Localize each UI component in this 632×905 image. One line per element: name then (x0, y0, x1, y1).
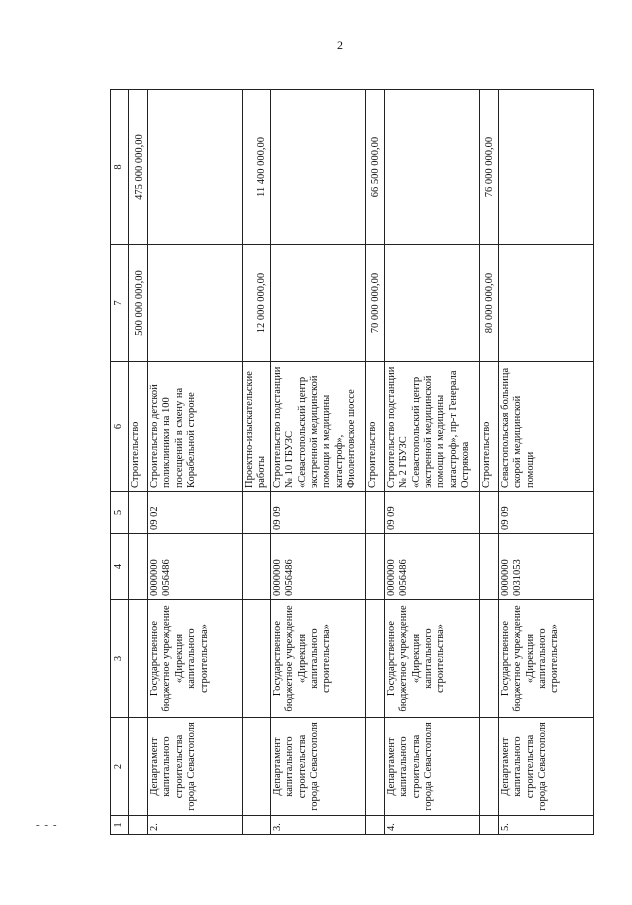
row-number: 5. (498, 816, 593, 835)
table-row (270, 90, 365, 835)
amount-cell-7: 12 000 000,00 (243, 245, 271, 362)
work-type-cell: Строительство (479, 362, 498, 492)
section-cell: 09 09 (384, 492, 479, 534)
code-cell: 0000000 0031053 (498, 534, 593, 600)
table-row (148, 90, 243, 835)
object-cell: Строительство детской поликлиники на 100 посещений в смену на Корабельной стороне (148, 362, 243, 492)
organization-cell: Департамент капитального строительства города Севастополя (498, 718, 593, 816)
institution-cell: Государственное бюджетное учреждение «Дирекция капитального строительства» (148, 600, 243, 718)
work-type-cell: Проектно-изыскательские работы (243, 362, 271, 492)
organization-cell: Департамент капитального строительства города Севастополя (148, 718, 243, 816)
object-cell: Севастопольская больница скорой медицинской помощи (498, 362, 593, 492)
header-cell-3: 3 (111, 600, 129, 718)
institution-cell: Государственное бюджетное учреждение «Дирекция капитального строительства» (384, 600, 479, 718)
organization-cell: Департамент капитального строительства города Севастополя (270, 718, 365, 816)
amount-cell-7: 70 000 000,00 (365, 245, 384, 362)
code-cell: 0000000 0056486 (148, 534, 243, 600)
header-cell-5: 5 (111, 492, 129, 534)
work-type-cell: Строительство (365, 362, 384, 492)
table-row (129, 90, 148, 835)
table-row (384, 90, 479, 835)
header-cell-7: 7 (111, 245, 129, 362)
institution-cell: Государственное бюджетное учреждение «Дирекция капитального строительства» (270, 600, 365, 718)
institution-cell: Государственное бюджетное учреждение «Дирекция капитального строительства» (498, 600, 593, 718)
row-number: 4. (384, 816, 479, 835)
amount-cell-8: 11 400 000,00 (243, 90, 271, 245)
header-cell-8: 8 (111, 90, 129, 245)
rotated-table-frame (110, 90, 561, 835)
header-cell-2: 2 (111, 718, 129, 816)
amount-cell-8: 475 000 000,00 (129, 90, 148, 245)
row-number: 2. (148, 816, 243, 835)
code-cell: 0000000 0056486 (384, 534, 479, 600)
section-cell: 09 09 (270, 492, 365, 534)
header-row (111, 90, 129, 835)
code-cell: 0000000 0056486 (270, 534, 365, 600)
section-cell: 09 02 (148, 492, 243, 534)
object-cell: Строительство подстанции № 10 ГБУЗС «Севастопольский центр экстренной медицинской помощи и медицины катастроф», Фиолентовское шоссе (270, 362, 365, 492)
amount-cell-8: 76 000 000,00 (479, 90, 498, 245)
scan-mark: - - - (36, 819, 58, 831)
work-type-cell: Строительство (129, 362, 148, 492)
table-row (243, 90, 271, 835)
table-row (365, 90, 384, 835)
table-row (498, 90, 593, 835)
header-cell-6: 6 (111, 362, 129, 492)
organization-cell: Департамент капитального строительства города Севастополя (384, 718, 479, 816)
section-cell: 09 09 (498, 492, 593, 534)
amount-cell-8: 66 500 000,00 (365, 90, 384, 245)
table-row (479, 90, 498, 835)
budget-table (110, 89, 594, 835)
page-number: 2 (337, 38, 343, 52)
object-cell: Строительство подстанции № 2 ГБУЗС «Севастопольский центр экстренной медицинской помощи и медицины катастроф», пр-т Генерала Острякова (384, 362, 479, 492)
header-cell-1: 1 (111, 816, 129, 835)
header-cell-4: 4 (111, 534, 129, 600)
amount-cell-7: 500 000 000,00 (129, 245, 148, 362)
row-number: 3. (270, 816, 365, 835)
amount-cell-7: 80 000 000,00 (479, 245, 498, 362)
